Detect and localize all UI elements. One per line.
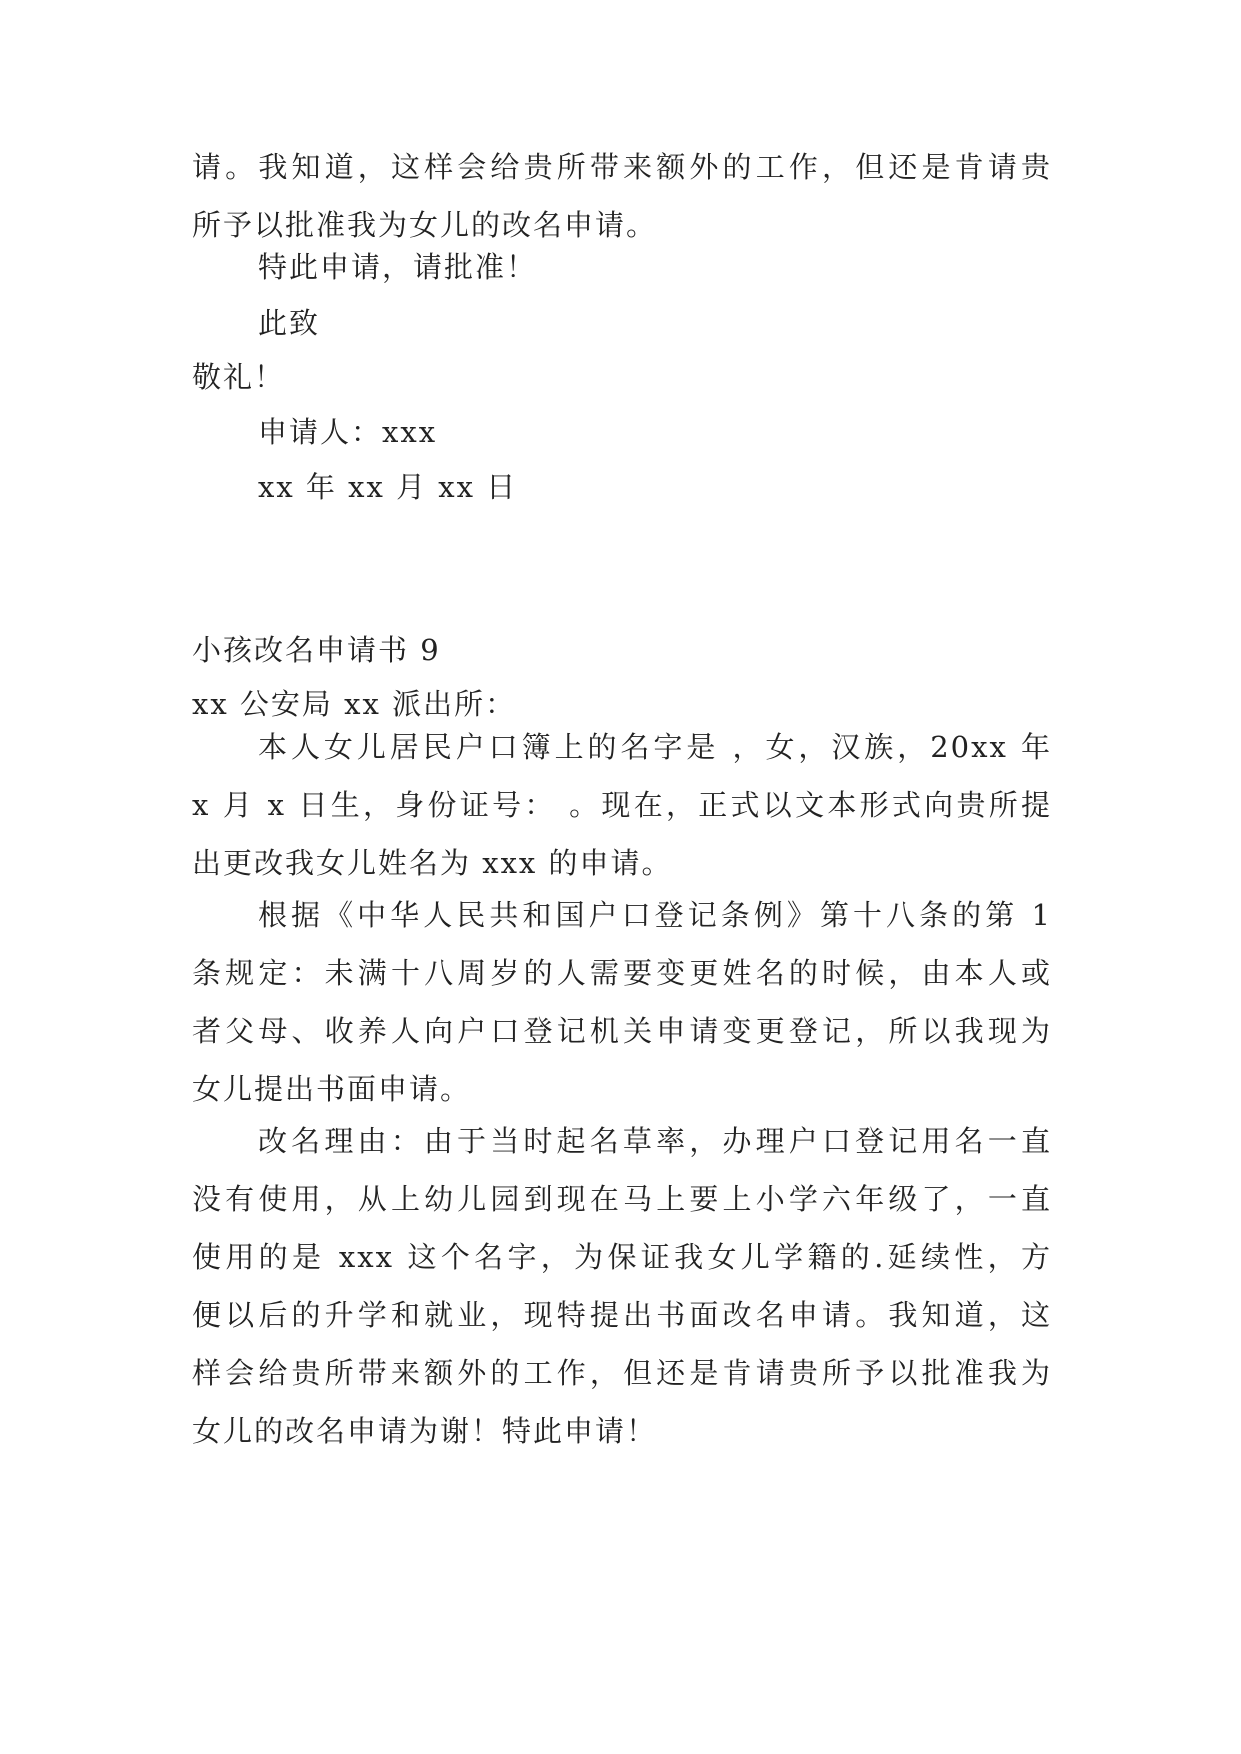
salutation-jingli: 敬礼！ [192, 360, 286, 394]
date-line: xx 年 xx 月 xx 日 [258, 470, 518, 504]
closing-request: 特此申请，请批准！ [258, 250, 538, 284]
text-line: 女儿的改名申请为谢！特此申请！ [192, 1414, 658, 1448]
letter-title: 小孩改名申请书 9 [192, 633, 441, 667]
text-line: 没有使用，从上幼儿园到现在马上要上小学六年级了，一直 [192, 1182, 1052, 1216]
text-line: 改名理由：由于当时起名草率，办理户口登记用名一直 [258, 1124, 1052, 1158]
applicant-signature: 申请人：xxx [258, 415, 438, 449]
text-line: 根据《中华人民共和国户口登记条例》第十八条的第 1 [258, 898, 1052, 932]
text-line: 出更改我女儿姓名为 xxx 的申请。 [192, 846, 673, 880]
text-line: 请。我知道，这样会给贵所带来额外的工作，但还是肯请贵 [192, 150, 1052, 184]
text-line: 便以后的升学和就业，现特提出书面改名申请。我知道，这 [192, 1298, 1052, 1332]
text-line: 条规定：未满十八周岁的人需要变更姓名的时候，由本人或 [192, 956, 1052, 990]
paragraph-1 [192, 718, 1052, 892]
text-line: x 月 x 日生，身份证号： 。现在，正式以文本形式向贵所提 [192, 788, 1052, 822]
text-line: 本人女儿居民户口簿上的名字是 ，女，汉族，20xx 年 [258, 730, 1052, 764]
text-line: 女儿提出书面申请。 [192, 1072, 472, 1106]
paragraph-2 [192, 886, 1052, 1118]
continuation-paragraph [192, 138, 1052, 254]
text-line: 样会给贵所带来额外的工作，但还是肯请贵所予以批准我为 [192, 1356, 1052, 1390]
letter-addressee: xx 公安局 xx 派出所： [192, 687, 517, 721]
paragraph-3 [192, 1112, 1052, 1460]
text-line: 所予以批准我为女儿的改名申请。 [192, 208, 658, 242]
salutation-cizhi: 此致 [258, 306, 321, 340]
text-line: 使用的是 xxx 这个名字，为保证我女儿学籍的.延续性，方 [192, 1240, 1052, 1274]
text-line: 者父母、收养人向户口登记机关申请变更登记，所以我现为 [192, 1014, 1052, 1048]
